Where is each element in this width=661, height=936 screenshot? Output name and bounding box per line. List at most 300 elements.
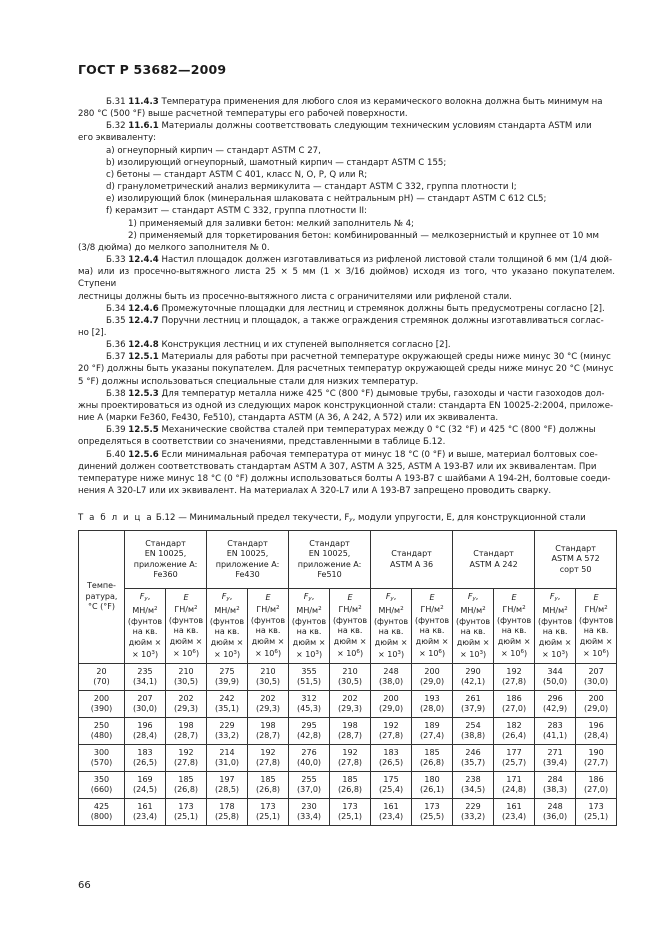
imperial-value: (26,5) [379,758,404,767]
e-header [248,589,289,664]
metric-value: 284 [547,774,563,784]
text-line: Б.40 12.5.6 Если минимальная рабочая температура от минус 18 °С (0 °F) и выше, материал болтовых сое- [106,449,598,460]
temperature-cell [79,664,125,691]
text-line: его эквиваленту: [78,133,157,144]
fy-multiplier-exp: 3 [233,650,237,656]
e-unit-line: (фунтов [250,615,286,625]
value-cell [248,718,289,745]
fy-header [371,589,412,664]
fy-comma: , [229,591,233,601]
temperature-header-line: Темпе- [87,581,116,591]
text-line: a) огнеупорный кирпич — стандарт ASTM C 27, [106,145,321,156]
value-cell [207,691,248,718]
imperial-value: (28,7) [173,731,199,740]
fy-unit-line: (фунтов [209,616,245,626]
metric-value: 180 [424,774,440,784]
text-line: определяться в соответствии со значениями, представленными в таблице Б.12. [78,437,446,448]
standard-header-line: ASTM A 572 [551,554,600,564]
fy-subscript: y [144,595,148,602]
imperial-value: (25,1) [173,812,199,821]
table-row [79,772,617,799]
metric-value: 210 [178,666,194,676]
fy-unit: МН/м [542,606,565,615]
fy-symbol [140,592,148,601]
imperial-value: (25,5) [420,812,445,821]
imperial-value: (51,5) [297,677,322,686]
imperial-value: (25,8) [214,812,240,821]
text-line: (3/8 дюйма) до мелкого заполнителя № 0. [78,242,270,253]
standard-header-line: сорт 50 [559,564,592,574]
metric-value: 295 [301,720,317,730]
imperial-value: (38,0) [379,677,404,686]
text-line: e) изолирующий блок (минеральная шлаковата с нейтральным pH) — стандарт ASTM C 612 CL5; [106,194,547,205]
fy-multiplier: × 10 [131,650,152,659]
value-cell [166,691,207,718]
temperature-header-line: ратура, [85,591,118,601]
value-cell [453,691,494,718]
temperature-f: (800) [90,812,113,821]
metric-value: 283 [547,720,563,730]
value-cell [371,664,412,691]
imperial-value: (30,5) [173,677,199,686]
e-symbol [512,593,517,602]
e-paren: ) [606,649,610,658]
table-caption [78,513,638,523]
value-cell [412,691,453,718]
metric-value: 177 [506,747,522,757]
standard-header-line: Стандарт [227,538,268,548]
e-unit-line: на кв. [501,626,527,635]
standard-group-header [125,531,207,589]
standard-header-line: Стандарт [391,549,432,558]
imperial-value: (35,1) [214,704,240,713]
fy-unit-line: (фунтов [291,616,327,626]
text-line: Б.31 11.4.3 Температура применения для любого слоя из керамического волокна должна быть минимум на [106,97,603,107]
text-line: жны проектироваться из одной из следующих марок конструкционной стали: стандарта EN 10025-2:2004, приложе- [78,400,614,411]
subheader-row [79,589,617,664]
imperial-value: (25,1) [255,812,281,821]
caption-tail: , модули упругости, E, для конструкционной стали [352,513,586,523]
table-row [79,691,617,718]
value-cell [494,799,535,826]
value-cell [535,691,576,718]
e-multiplier-exp: 6 [192,649,196,655]
metric-value: 344 [547,666,563,676]
fy-multiplier: × 10 [295,650,316,659]
imperial-value: (41,1) [543,731,568,740]
value-cell [166,718,207,745]
fy-unit-exp: 2 [236,606,240,612]
metric-value: 196 [588,720,604,730]
metric-value: 192 [342,747,358,757]
value-cell [289,691,330,718]
standard-header-line: EN 10025, [308,549,351,558]
imperial-value: (34,1) [132,677,158,686]
metric-value: 192 [506,666,522,676]
e-paren: ) [359,649,364,658]
fy-header [535,589,576,664]
fy-unit-line: на кв. [296,627,322,636]
value-cell [289,799,330,826]
value-cell [166,664,207,691]
standard-group-header [371,531,453,589]
imperial-value: (30,5) [255,677,281,686]
value-cell [453,799,494,826]
text-line: Б.33 12.4.4 Настил площадок должен изготавливаться из рифленой листовой стали толщиной 6 мм (1/4 дюй- [106,255,613,266]
value-cell [207,745,248,772]
metric-value: 200 [383,693,399,703]
imperial-value: (23,4) [502,812,527,821]
imperial-value: (50,0) [543,677,568,686]
e-multiplier: × 10 [583,649,603,658]
temperature-c: 200 [93,693,110,703]
imperial-value: (26,8) [338,785,363,794]
imperial-value: (29,0) [379,704,404,713]
e-letter: E [183,592,189,602]
fy-comma: , [147,591,151,601]
metric-value: 196 [137,720,153,730]
e-letter: E [429,592,435,602]
metric-value: 185 [178,774,194,784]
e-unit: ГН/м [584,605,605,614]
imperial-value: (25,4) [379,785,404,794]
standard-header-line: Стандарт [145,538,186,548]
metric-value: 161 [383,801,399,811]
fy-unit-exp: 2 [482,606,486,612]
properties-table [78,530,617,826]
imperial-value: (30,5) [338,677,363,686]
value-cell [576,664,617,691]
e-unit-line: на кв. [419,626,445,635]
metric-value: 198 [178,720,194,730]
imperial-value: (29,3) [255,704,281,713]
e-symbol [348,593,353,602]
standard-header-line: Fe360 [153,570,178,579]
fy-unit-line: дюйм × [538,637,572,647]
metric-value: 182 [506,720,522,730]
value-cell [125,772,166,799]
metric-value: 230 [301,801,317,811]
e-unit-line: дюйм × [251,636,285,646]
text-line: Б.35 12.4.7 Поручни лестниц и площадок, а также ограждения стремянок должны изготавливаться соглас- [106,315,604,326]
fy-letter: F [303,591,309,601]
body-text [78,96,615,497]
standard-header-line: Fe430 [235,570,260,579]
fy-subscript: y [390,595,394,602]
text-line: b) изолирующий огнеупорный, шамотный кирпич — стандарт ASTM C 155; [106,157,447,168]
metric-value: 202 [260,693,276,703]
fy-unit-line: (фунтов [537,616,573,626]
value-cell [330,745,371,772]
fy-paren: ) [400,650,405,659]
imperial-value: (26,4) [502,731,527,740]
imperial-value: (28,7) [338,731,363,740]
fy-unit: МН/м [296,606,319,615]
fy-header [453,589,494,664]
imperial-value: (25,1) [584,812,609,821]
fy-unit-line: (фунтов [455,616,491,626]
value-cell [535,799,576,826]
fy-unit: МН/м [378,606,401,615]
standard-header-line: ASTM A 36 [390,559,434,569]
value-cell [535,772,576,799]
fy-unit-line: дюйм × [374,637,408,647]
imperial-value: (31,0) [214,758,240,767]
imperial-value: (24,5) [132,785,158,794]
imperial-value: (42,9) [543,704,568,713]
value-cell [248,799,289,826]
caption-rest: Б.12 — Минимальный предел текучести, F [153,513,350,523]
imperial-value: (29,0) [584,704,609,713]
e-header [576,589,617,664]
text-line: 2) применяемый для торкетирования бетон: комбинированный — мелкозернистый и крупнее от 10 мм [128,230,600,241]
metric-value: 202 [178,693,194,703]
value-cell [371,772,412,799]
fy-unit-line: (фунтов [127,616,163,626]
temperature-cell [79,745,125,772]
e-paren: ) [277,649,282,658]
fy-header [125,589,166,664]
standard-header-line: приложение A: [215,559,280,569]
text-line: f) керамзит — стандарт ASTM C 332, группа плотности II: [106,206,367,217]
value-cell [166,799,207,826]
fy-multiplier-exp: 3 [315,650,319,656]
fy-paren: ) [154,650,159,659]
imperial-value: (28,7) [255,731,281,740]
text-line: ма) или из просечно-вытяжного листа 25 × 5 мм (1 × 3/16 дюймов) исходя из того, что указано покупателем. Ступени [78,267,615,290]
standard-header-line: Стандарт [309,538,350,548]
value-cell [576,691,617,718]
e-unit: ГН/м [338,605,359,614]
metric-value: 246 [465,747,481,757]
fy-comma: , [557,591,561,601]
metric-value: 185 [342,774,358,784]
value-cell [576,772,617,799]
caption-sub: y [349,517,353,523]
text-line: Б.39 12.5.5 Механические свойства сталей при температурах между 0 °С (32 °F) и 425 °С (800 °F) должны [106,425,596,436]
e-multiplier-exp: 6 [274,649,278,655]
e-unit: ГН/м [420,605,441,614]
metric-value: 275 [219,666,235,676]
imperial-value: (27,8) [502,677,527,686]
value-cell [371,799,412,826]
table-row [79,718,617,745]
text-line: лестницы должны быть из просечно-вытяжного листа с ограничителями или рифленой стали. [78,291,512,302]
standard-header-line: приложение A: [133,559,198,569]
temperature-cell [79,799,125,826]
imperial-value: (28,4) [132,731,158,740]
fy-paren: ) [318,650,323,659]
metric-value: 189 [424,720,440,730]
imperial-value: (23,4) [379,812,404,821]
e-multiplier: × 10 [254,649,275,658]
value-cell [207,664,248,691]
standard-header-line: Стандарт [473,549,514,558]
value-cell [412,799,453,826]
standard-header-line: Стандарт [555,543,596,553]
metric-value: 183 [383,747,399,757]
value-cell [248,691,289,718]
metric-value: 173 [588,801,604,811]
value-cell [576,745,617,772]
value-cell [371,718,412,745]
metric-value: 192 [178,747,194,757]
fy-unit-line: дюйм × [292,637,326,647]
value-cell [248,772,289,799]
e-unit-exp: 2 [194,605,198,611]
text-line: 20 °F) должны быть указаны покупателем. Для расчетных температур окружающей среды ниже минус 20 °С (минус [78,364,614,375]
imperial-value: (27,8) [379,731,404,740]
value-cell [494,772,535,799]
fy-symbol [550,592,558,601]
fy-letter: F [467,591,473,601]
fy-symbol [304,592,312,601]
imperial-value: (35,7) [461,758,486,767]
metric-value: 355 [301,666,317,676]
imperial-value: (36,0) [543,812,568,821]
metric-value: 210 [260,666,276,676]
value-cell [412,745,453,772]
temperature-f: (660) [90,785,113,794]
imperial-value: (29,0) [420,677,445,686]
imperial-value: (28,0) [420,704,445,713]
metric-value: 312 [301,693,317,703]
value-cell [576,799,617,826]
metric-value: 185 [424,747,440,757]
e-symbol [430,593,435,602]
imperial-value: (33,4) [297,812,322,821]
imperial-value: (23,4) [132,812,158,821]
e-multiplier: × 10 [336,649,357,658]
value-cell [248,664,289,691]
fy-subscript: y [554,595,558,602]
header-row [79,531,617,589]
e-unit-line: (фунтов [332,615,368,625]
temperature-f: (480) [90,731,113,740]
value-cell [125,718,166,745]
fy-unit-line: на кв. [132,627,158,636]
standard-header-line: приложение A: [297,559,362,569]
imperial-value: (27,8) [173,758,199,767]
text-line: c) бетоны — стандарт ASTM C 401, класс N, O, P, Q или R; [106,169,368,180]
value-cell [207,718,248,745]
fy-comma: , [311,591,315,601]
fy-paren: ) [236,650,241,659]
fy-multiplier-exp: 3 [561,650,566,656]
standard-group-header [535,531,617,589]
imperial-value: (28,4) [584,731,609,740]
imperial-value: (26,1) [420,785,445,794]
metric-value: 207 [137,693,153,703]
imperial-value: (25,1) [338,812,363,821]
text-line: Б.38 12.5.3 Для температур металла ниже 425 °С (800 °F) дымовые трубы, газоходы и части газоходов дол- [106,388,605,399]
metric-value: 192 [383,720,399,730]
imperial-value: (24,8) [502,785,527,794]
fy-multiplier-exp: 3 [479,650,483,656]
fy-header [289,589,330,664]
value-cell [412,718,453,745]
value-cell [412,772,453,799]
metric-value: 173 [260,801,276,811]
value-cell [494,664,535,691]
value-cell [453,718,494,745]
metric-value: 198 [342,720,358,730]
temperature-c: 250 [93,720,110,730]
metric-value: 175 [383,774,399,784]
fy-unit-exp: 2 [400,606,404,612]
fy-multiplier: × 10 [542,650,562,659]
imperial-value: (38,3) [543,785,568,794]
e-letter: E [511,592,517,602]
document-header: ГОСТ Р 53682—2009 [78,62,227,77]
caption-prefix: Т а б л и ц а [78,513,154,523]
metric-value: 161 [137,801,153,811]
e-multiplier: × 10 [418,649,439,658]
value-cell [289,745,330,772]
metric-value: 186 [506,693,522,703]
fy-header [207,589,248,664]
metric-value: 193 [424,693,440,703]
metric-value: 183 [137,747,153,757]
temperature-header-line: °С (°F) [88,602,115,612]
text-line: Б.36 12.4.8 Конструкция лестниц и их ступеней выполняется согласно [2]. [106,340,451,351]
value-cell [166,772,207,799]
value-cell [125,799,166,826]
temperature-cell [79,772,125,799]
e-unit-line: на кв. [337,626,363,635]
fy-comma: , [475,591,479,601]
fy-unit-line: дюйм × [128,637,162,647]
e-unit: ГН/м [174,605,195,614]
imperial-value: (37,0) [297,785,322,794]
imperial-value: (27,4) [420,731,445,740]
e-multiplier-exp: 6 [520,649,524,655]
e-header [166,589,207,664]
e-multiplier-exp: 6 [602,649,607,655]
e-symbol [183,593,188,602]
imperial-value: (25,7) [502,758,527,767]
metric-value: 200 [424,666,440,676]
temperature-f: (570) [90,758,113,767]
text-line: но [2]. [78,327,107,338]
imperial-value: (29,3) [173,704,199,713]
fy-unit-line: (фунтов [373,616,409,626]
value-cell [330,772,371,799]
fy-unit-exp: 2 [154,606,158,612]
imperial-value: (42,1) [461,677,486,686]
table-row [79,745,617,772]
imperial-value: (37,9) [461,704,486,713]
fy-letter: F [549,591,555,601]
metric-value: 200 [588,693,604,703]
e-paren: ) [195,649,200,658]
metric-value: 248 [383,666,399,676]
temperature-c: 425 [93,801,110,811]
metric-value: 229 [465,801,481,811]
imperial-value: (34,5) [461,785,486,794]
imperial-value: (27,0) [502,704,527,713]
fy-symbol [222,592,230,601]
metric-value: 210 [342,666,358,676]
table-row [79,799,617,826]
imperial-value: (27,8) [338,758,363,767]
temperature-f: (390) [90,704,113,713]
fy-letter: F [221,591,227,601]
value-cell [289,718,330,745]
metric-value: 178 [219,801,235,811]
e-unit: ГН/м [256,605,277,614]
metric-value: 254 [465,720,481,730]
